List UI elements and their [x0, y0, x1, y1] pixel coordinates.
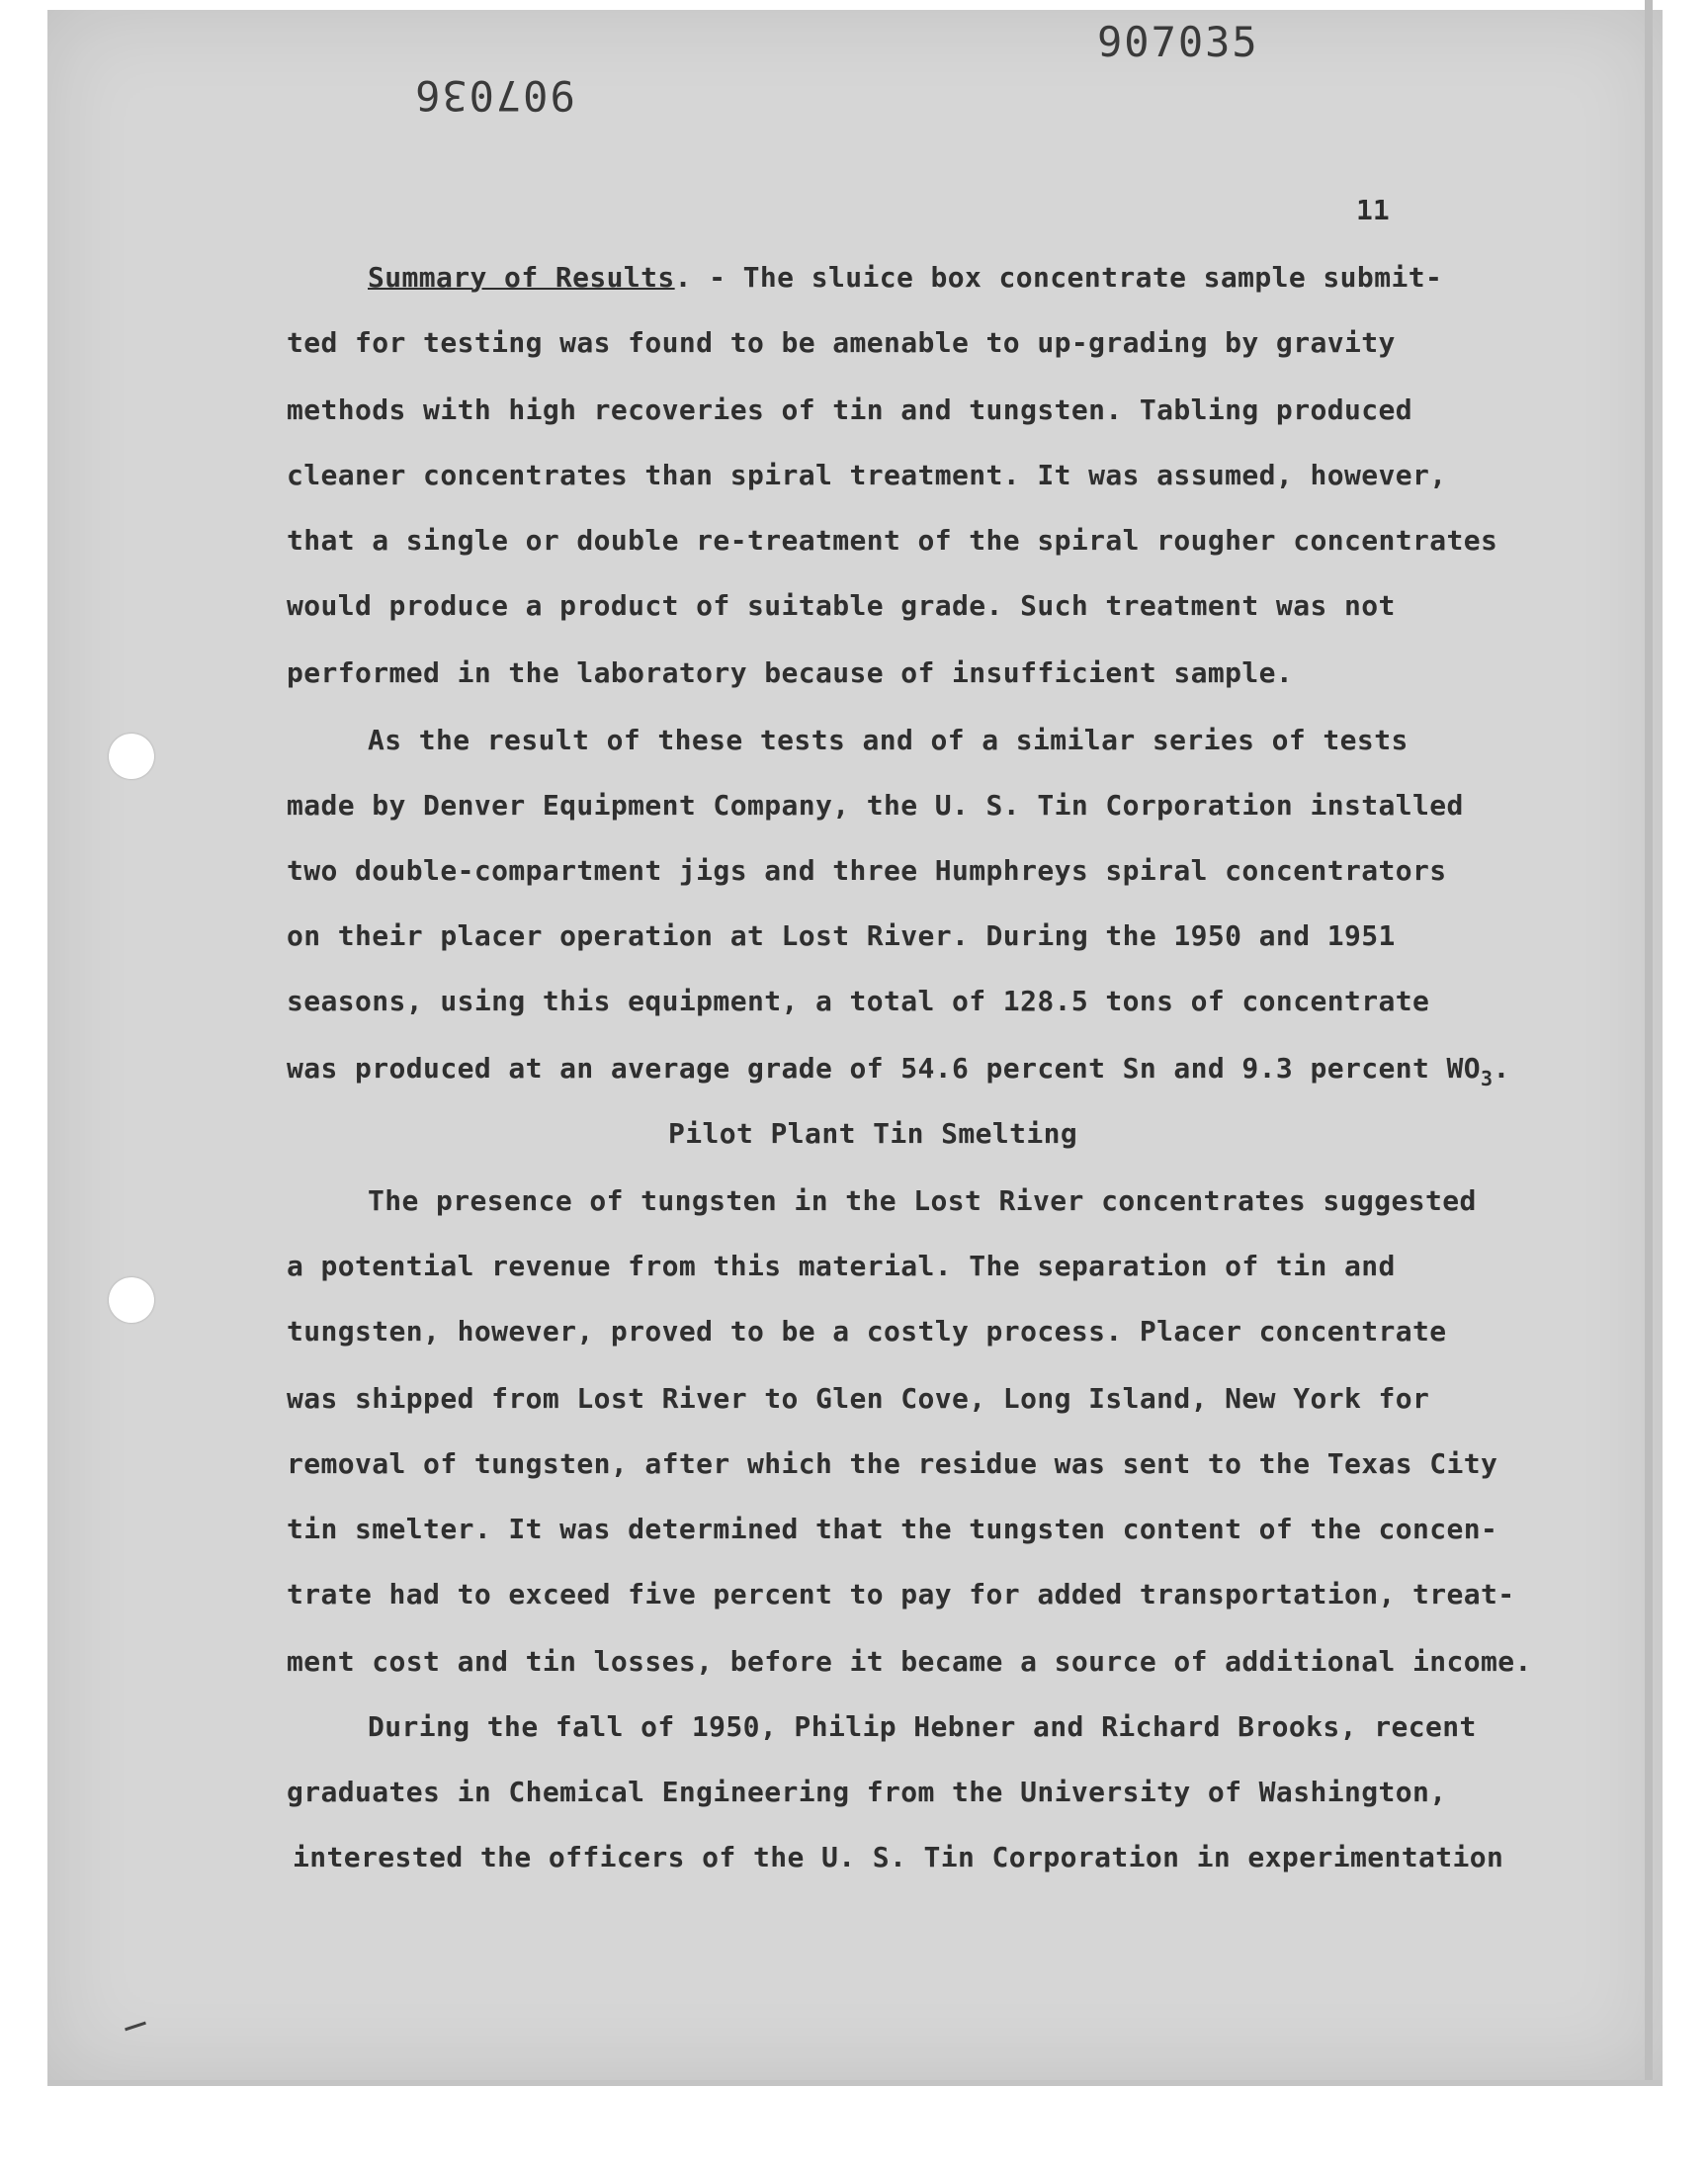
line-text: would produce a product of suitable grade. Such treatment was not [287, 589, 1396, 622]
text-line [287, 789, 1464, 822]
line-text: cleaner concentrates than spiral treatment. It was assumed, however, [287, 459, 1447, 491]
line-text: on their placer operation at Lost River. During the 1950 and 1951 [287, 919, 1396, 952]
punch-hole [109, 1277, 154, 1323]
text-line [287, 1382, 1429, 1415]
text-line [287, 1447, 1497, 1480]
text-line [287, 1513, 1497, 1545]
text-line [368, 724, 1409, 756]
punch-hole [109, 734, 154, 779]
text-line [287, 1776, 1447, 1808]
line-text: performed in the laboratory because of insufficient sample. [287, 656, 1294, 689]
text-line [287, 1052, 1510, 1090]
text-line [287, 393, 1412, 426]
text-line [368, 1184, 1477, 1217]
upside-down-stamp-number: 907036 [413, 71, 575, 120]
text-line [287, 1578, 1515, 1610]
line-text: As the result of these tests and of a similar series of tests [368, 724, 1409, 756]
text-line [287, 326, 1396, 359]
text-line [287, 1645, 1532, 1678]
line-text: During the fall of 1950, Philip Hebner and Richard Brooks, recent [368, 1710, 1477, 1743]
subscript: 3 [1481, 1067, 1494, 1090]
line-text: that a single or double re-treatment of the spiral rougher concentrates [287, 524, 1498, 557]
line-text: ted for testing was found to be amenable to up-grading by gravity [287, 326, 1396, 359]
text-line [287, 1250, 1396, 1282]
text-line [287, 656, 1293, 689]
line-text: was shipped from Lost River to Glen Cove, Long Island, New York for [287, 1382, 1430, 1415]
line-tail: . [1493, 1052, 1510, 1085]
text-line [368, 261, 1442, 294]
line-text: The presence of tungsten in the Lost River concentrates suggested [368, 1184, 1477, 1217]
document-page [47, 10, 1663, 2080]
text-line [293, 1841, 1503, 1873]
line-text: interested the officers of the U. S. Tin Corporation in experimentation [293, 1841, 1504, 1873]
line-text: a potential revenue from this material. The separation of tin and [287, 1250, 1396, 1282]
text-line [287, 459, 1447, 491]
page-edge [1645, 0, 1653, 2086]
line-text: Pilot Plant Tin Smelting [668, 1117, 1078, 1150]
document-stamp-number: 907035 [1097, 18, 1259, 66]
summary-heading: Summary of Results [368, 261, 675, 294]
text-line [287, 854, 1447, 887]
text-line [287, 589, 1396, 622]
text-line [368, 1710, 1477, 1743]
text-line [287, 919, 1396, 952]
line-text: removal of tungsten, after which the residue was sent to the Texas City [287, 1447, 1498, 1480]
page-number: 11 [1356, 194, 1390, 226]
line-text: tungsten, however, proved to be a costly process. Placer concentrate [287, 1315, 1447, 1348]
line-text: . - The sluice box concentrate sample submit- [674, 261, 1443, 294]
line-text: seasons, using this equipment, a total of 128.5 tons of concentrate [287, 985, 1430, 1017]
text-line [287, 985, 1429, 1017]
line-text: methods with high recoveries of tin and tungsten. Tabling produced [287, 393, 1412, 426]
line-text: graduates in Chemical Engineering from the University of Washington, [287, 1776, 1447, 1808]
line-text: two double-compartment jigs and three Humphreys spiral concentrators [287, 854, 1447, 887]
line-text: tin smelter. It was determined that the tungsten content of the concen- [287, 1513, 1498, 1545]
line-text: trate had to exceed five percent to pay for added transportation, treat- [287, 1578, 1515, 1610]
page-bottom-edge [47, 2080, 1663, 2086]
line-text: made by Denver Equipment Company, the U. S. Tin Corporation installed [287, 789, 1464, 822]
text-line [287, 1315, 1447, 1348]
line-text: was produced at an average grade of 54.6 percent Sn and 9.3 percent WO [287, 1052, 1482, 1085]
text-line [287, 524, 1497, 557]
section-heading [668, 1117, 1077, 1150]
line-text: ment cost and tin losses, before it became a source of additional income. [287, 1645, 1532, 1678]
